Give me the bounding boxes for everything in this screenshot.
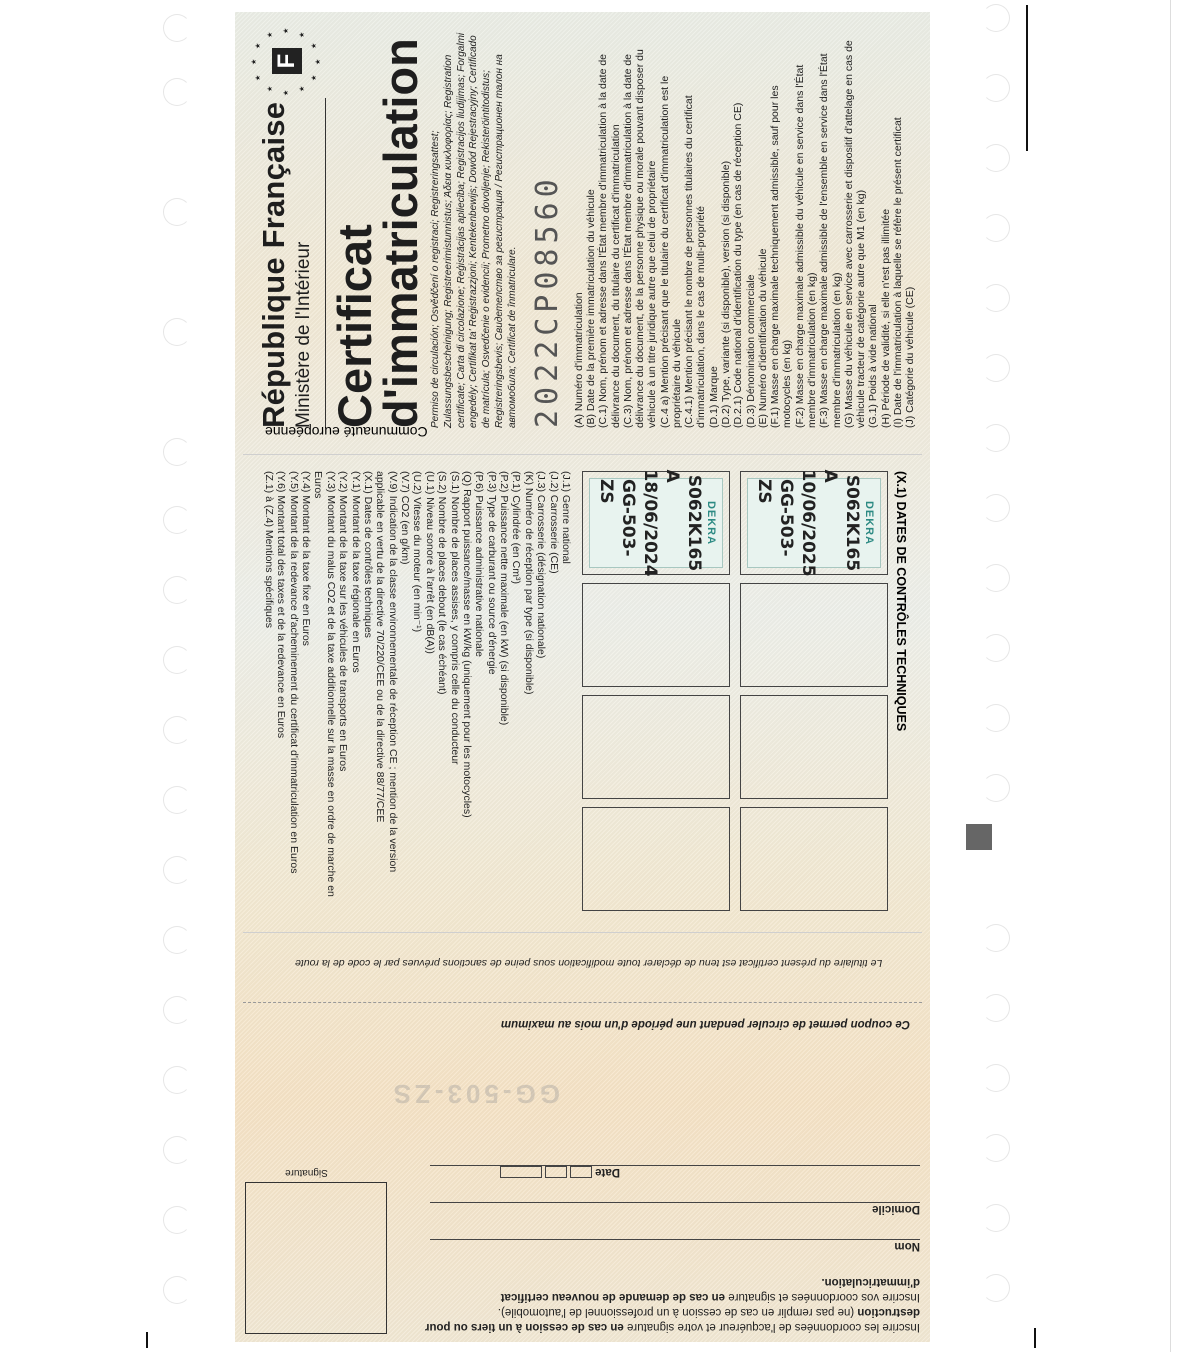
sticker-code: S062K165 [841, 474, 862, 572]
technical-field-item: (V.9) Indication de la classe environnementale de réception CE ; mention de la version applicable en vertu de la directive 70/220/CEE ou de la directive 88/77/CEE [373, 471, 399, 873]
inspection-sticker [589, 469, 723, 577]
republic-label: République Française [255, 101, 291, 428]
nom-field[interactable] [430, 1239, 920, 1262]
inspection-box [582, 471, 730, 575]
binder-hole [982, 924, 1010, 952]
ministry-label: Ministère de l'Intérieur [292, 241, 314, 428]
technical-field-item: (P.6) Puissance administrative nationale [472, 471, 485, 657]
technical-field-item: (U.2) Vitesse du moteur (en min⁻¹) [411, 471, 423, 633]
technical-field-item: (S.1) Nombre de places assises, y compris celle du conducteur [448, 471, 461, 765]
binder-hole [982, 354, 1010, 382]
binder-hole [163, 318, 191, 346]
scan-marker-square [966, 824, 992, 850]
binder-hole [982, 1134, 1010, 1162]
page-border [1170, 0, 1171, 1352]
cover-field-item: (D.3) Dénomination commerciale [744, 274, 757, 428]
sticker-brand: DEKRA [704, 500, 717, 546]
sticker-plate: GG-503-ZS [753, 479, 796, 557]
sticker-date: A 10/06/2025 [797, 469, 840, 577]
cover-field-item: (C.4 a) Mention précisant que le titulaire du certificat d'immatriculation est le propriétaire du véhicule [658, 75, 683, 428]
technical-field-item: (J.2) Carrosserie (CE) [547, 471, 560, 574]
binder-hole [982, 424, 1010, 452]
cover-field-item: (J) Catégorie du véhicule (CE) [903, 286, 916, 428]
community-label: Communauté européenne [265, 424, 428, 440]
cover-field-item: (E) Numéro d'identification du véhicule [756, 248, 769, 428]
cover-field-item: (F.1) Masse en charge maximale techniquement admissible, sauf pour les motocycles (en kg) [768, 85, 793, 428]
binder-hole [982, 994, 1010, 1022]
coupon-cut-line [243, 1002, 922, 1003]
transfer-intro-a: Inscrire les coordonnées de l'acquéreur et votre signature [623, 1321, 920, 1333]
cover-field-item: (D.2.1) Code national d'identification du type (en cas de réception CE) [731, 102, 744, 428]
domicile-field[interactable] [430, 1202, 920, 1225]
technical-field-legend [262, 471, 571, 915]
binder-hole [163, 14, 191, 42]
cover-field-item: (B) Date de la première immatriculation du véhicule [584, 189, 597, 428]
technical-field-item: (X.1) Dates de contrôles techniques [361, 471, 374, 638]
watermark: GG-503-ZS [389, 1079, 560, 1109]
technical-field-item: (V.7) CO2 (en g/km) [398, 471, 411, 565]
title-translations: Permiso de circulación; Osvědčení o registraci; Registreringsattest; Zulassungsbescheinigung; Registreerimistunnistus; Άδεια κυκλοφορίας; Registration certificate; Carta di circolazione; Reģistrācijas apliecība; Registracijos liudijimas; Forgalmi engedély; Certifikat ta' Reġistrazzjoni; Kentekenbewijs; Dowód Rejestracyjny; Certificado de matrícula; Osvedčenie o evidencii; Prometno dovoljenje; Rekisteröintitodistus; Registreringsbevis; Свидетелство за регистрация / Регистрационен талон на автомобила; Certificat de înmatriculare. [429, 32, 518, 428]
binder-hole [982, 774, 1010, 802]
technical-field-item: (Y.4) Montant de la taxe fixe en Euros [299, 471, 312, 646]
technical-field-item: (Y.3) Montant du malus CO2 et de la taxe additionnelle sur la masse en ordre de marche en Euros [312, 471, 337, 897]
inspections-panel [235, 458, 930, 928]
binder-hole [163, 198, 191, 226]
binder-hole [163, 1206, 191, 1234]
cover-field-item: (G) Masse du véhicule en service avec carrosserie et dispositif d'attelage en cas de véhicule tracteur de catégorie autre que M1 (en kg) [842, 40, 867, 428]
sticker-brand: DEKRA [862, 500, 875, 546]
technical-field-item: (J.1) Genre national [559, 471, 572, 564]
signature-box[interactable] [245, 1182, 387, 1334]
cover-panel [235, 12, 930, 452]
transfer-intro-d: Inscrire vos coordonnées et signature [725, 1291, 920, 1304]
coupon-panel [235, 1008, 930, 1158]
sticker-plate: GG-503-ZS [595, 479, 638, 557]
cover-field-legend [572, 32, 916, 428]
inspection-box [582, 695, 730, 799]
binder-hole [163, 438, 191, 466]
binder-hole [982, 1064, 1010, 1092]
fold-line [243, 932, 922, 933]
scan-edge-line [146, 1332, 148, 1348]
cover-field-item: (F.2) Masse en charge maximale admissible du véhicule en service dans l'État membre d'immatriculation (en kg) [793, 64, 818, 428]
legal-note: Le titulaire du présent certificat est tenu de déclarer toute modification sous peine de sanctions prévues par le code de la route [295, 957, 883, 969]
country-letter: F [272, 48, 302, 74]
technical-field-item: (U.1) Niveau sonore à l'arrêt (en dB(A)) [423, 471, 436, 654]
cover-field-item: (C.3) Nom, prénom et adresse dans l'État membre d'immatriculation à la date de délivrance du document, de la personne physique ou morale pouvant disposer du véhicule à un titre juridique autre que celui de propriétaire [621, 49, 658, 428]
technical-field-item: (Y.1) Montant de la taxe régionale en Euros [349, 471, 362, 673]
eu-country-badge: ★ ★ ★ ★ ★ ★ ★ ★ ★ ★ ★ ★ F [250, 27, 322, 96]
binder-hole [982, 1204, 1010, 1232]
inspection-box [740, 695, 888, 799]
binder-hole [163, 576, 191, 604]
scan-edge-line [1026, 5, 1028, 151]
date-month-box[interactable] [545, 1166, 567, 1178]
document-title-line1: Certificat [327, 224, 381, 428]
signature-label: Signature [285, 1167, 328, 1178]
document-title-line2: d'immatriculation [373, 38, 427, 428]
inspections-title: (X.1) DATES DE CONTRÔLES TECHNIQUES [893, 471, 908, 732]
technical-field-item: (Y.5) Montant de la redevance d'acheminement du certificat d'immatriculation en Euros [287, 471, 300, 874]
binder-hole [163, 856, 191, 884]
date-year-box[interactable] [500, 1166, 542, 1178]
technical-field-item: (P.2) Puissance nette maximale (en kW) (si disponible) [497, 471, 510, 726]
binder-hole [163, 926, 191, 954]
cover-field-item: (C.1) Nom, prénom et adresse dans l'État membre d'immatriculation à la date de délivrance du document, du titulaire du certificat d'immatriculation [596, 53, 622, 428]
cover-field-item: (F.3) Masse en charge maximale admissible de l'ensemble en service dans l'État membre d'immatriculation (en kg) [817, 53, 843, 428]
binder-hole [163, 1276, 191, 1304]
registration-certificate [235, 12, 930, 1342]
technical-field-item: (P.3) Type de carburant ou source d'énergie [485, 471, 498, 675]
inspection-boxes-row-1 [740, 471, 888, 915]
scan-edge-line [1034, 1328, 1036, 1348]
binder-hole [163, 646, 191, 674]
domicile-label: Domicile [872, 1203, 920, 1216]
document-serial-number: 2022CP08560 [529, 174, 565, 428]
binder-hole [163, 506, 191, 534]
inspection-boxes-row-2 [582, 471, 730, 915]
binder-hole [982, 494, 1010, 522]
sticker-code: S062K165 [683, 474, 704, 572]
inspection-box [582, 583, 730, 687]
inspection-box [582, 807, 730, 911]
technical-field-item: (Q) Rapport puissance/masse en kW/kg (uniquement pour les motocycles) [460, 471, 473, 818]
binder-hole [982, 4, 1010, 32]
technical-field-item: (Y.2) Montant de la taxe sur les véhicules de transports en Euros [336, 471, 349, 772]
sticker-date: A 18/06/2024 [639, 469, 682, 577]
technical-field-item: (S.2) Nombre de places debout (le cas échéant) [435, 471, 448, 695]
transfer-intro-c: (ne pas remplir en cas de cession à un professionnel de l'automobile). [497, 1306, 858, 1319]
technical-field-item: (P.1) Cylindrée (en Cm³) [510, 471, 522, 585]
transfer-panel [235, 1154, 930, 1342]
inspection-box [740, 807, 888, 911]
binder-hole [982, 284, 1010, 312]
technical-field-item: (J.3) Carrosserie (désignation nationale) [534, 471, 547, 659]
cover-field-item: (C.4.1) Mention précisant le nombre de personnes titulaires du certificat d'immatriculation, dans le cas de multi-propriété [682, 95, 707, 428]
transfer-intro-b: en cas de cession à un tiers ou pour destruction [424, 1306, 920, 1333]
cover-field-item: (G.1) Poids à vide national [866, 304, 879, 428]
binder-hole [163, 1136, 191, 1164]
technical-field-item: (Z.1) à (Z.4) Mentions spécifiques [262, 471, 275, 628]
technical-field-item: (Y.6) Montant total des taxes et de la redevance en Euros [274, 471, 287, 739]
binder-hole [163, 78, 191, 106]
binder-hole [982, 634, 1010, 662]
inspection-box [740, 583, 888, 687]
inspection-sticker [747, 469, 881, 577]
binder-hole [163, 786, 191, 814]
binder-hole [982, 214, 1010, 242]
cover-field-item: (D.2) Type, variante (si disponible), version (si disponible) [719, 160, 732, 428]
binder-hole [982, 704, 1010, 732]
binder-hole [163, 1066, 191, 1094]
binder-hole [982, 1274, 1010, 1302]
transfer-intro-e: en cas de demande de nouveau certificat d'immatriculation. [500, 1276, 920, 1304]
coupon-title: Ce coupon permet de circuler pendant une période d'un mois au maximum [500, 1018, 910, 1030]
date-day-box[interactable] [570, 1166, 592, 1178]
date-field[interactable] [430, 1165, 920, 1188]
inspection-box [740, 471, 888, 575]
nom-label: Nom [894, 1240, 920, 1253]
cover-field-item: (D.1) Marque [707, 366, 720, 428]
technical-field-item: (K) Numéro de réception par type (si disponible) [522, 471, 535, 695]
cover-field-item: (A) Numéro d'immatriculation [572, 292, 585, 428]
binder-hole [982, 74, 1010, 102]
fold-line [243, 454, 922, 455]
cover-field-item: (H) Période de validité, si elle n'est pas illimitée [879, 208, 892, 428]
binder-hole [982, 564, 1010, 592]
date-label: Date [595, 1166, 620, 1179]
binder-hole [163, 996, 191, 1024]
binder-hole [163, 716, 191, 744]
binder-hole [982, 144, 1010, 172]
cover-field-item: (I) Date de l'immatriculation à laquelle se réfère le présent certificat [891, 117, 904, 428]
